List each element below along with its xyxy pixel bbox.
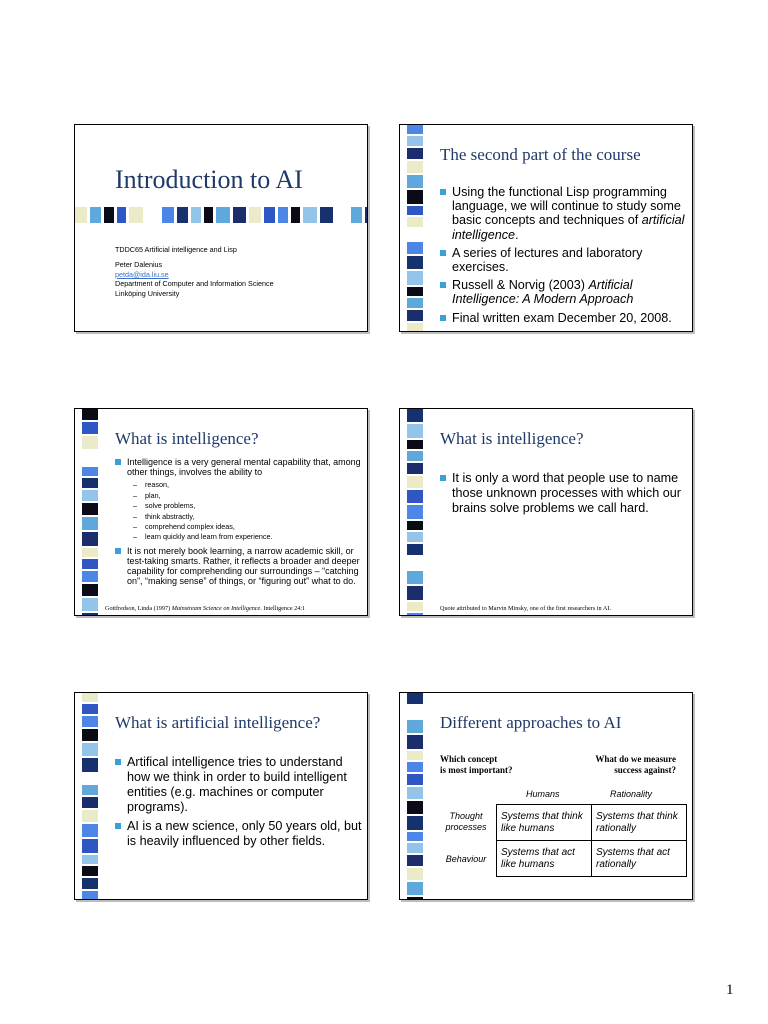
bullet-item: It is only a word that people use to name those unknown processes with which our brains solve problems we call hard. xyxy=(440,471,688,516)
grid-cell: Systems that act rationally xyxy=(592,841,687,877)
bullet-item: AI is a new science, only 50 years old, but is heavily influenced by other fields. xyxy=(115,819,363,849)
course-info xyxy=(115,245,274,298)
sub-list-item: – comprehend complex ideas, xyxy=(133,522,363,532)
decorative-stripe xyxy=(407,125,423,332)
sub-list xyxy=(133,480,363,542)
bullet-list xyxy=(440,471,688,520)
row-label-behaviour: Behaviour xyxy=(445,854,487,864)
sub-list-item: – reason, xyxy=(133,480,363,490)
slide-title: What is intelligence? xyxy=(440,429,584,448)
column-label-humans: Humans xyxy=(526,789,560,799)
decorative-stripe xyxy=(407,693,423,900)
slide-title: What is intelligence? xyxy=(115,429,259,448)
bullet-item: Using the functional Lisp programming language, we will continue to study some basic concepts and techniques of artificial intelligence. xyxy=(440,185,688,242)
slide-introduction xyxy=(74,124,368,332)
approaches-grid xyxy=(496,804,687,877)
slide-title: The second part of the course xyxy=(440,145,641,164)
page-number: 1 xyxy=(726,982,734,998)
question-measure: What do we measure success against? xyxy=(595,754,676,775)
bullet-item: Artifical intelligence tries to understand how we think in order to build intelligent entities (e.g. machines or computer programs). xyxy=(115,755,363,815)
footnote-citation: Quote attributed to Marvin Minsky, one of the first researchers in AI. xyxy=(440,605,611,612)
grid-cell: Systems that act like humans xyxy=(497,841,592,877)
slide-what-is-ai xyxy=(74,692,368,900)
slide-course-part xyxy=(399,124,693,332)
question-concept: Which concept is most important? xyxy=(440,754,513,775)
bullet-list xyxy=(115,755,363,853)
grid-cell: Systems that think rationally xyxy=(592,805,687,841)
decorative-stripe xyxy=(75,207,368,223)
department: Department of Computer and Information Science xyxy=(115,279,274,289)
bullet-item: Intelligence is a very general mental capability that, among other things, involves the ability to – reason, – plan, – solve problems, – think abstractly, – comprehend complex ideas, – learn quickly and learn from experience. xyxy=(115,457,363,543)
decorative-stripe xyxy=(407,409,423,616)
bullet-item: Final written exam December 20, 2008. xyxy=(440,311,688,325)
author-name: Peter Dalenius xyxy=(115,260,163,270)
slide-what-is-intelligence xyxy=(74,408,368,616)
bullet-item: A series of lectures and laboratory exercises. xyxy=(440,246,688,274)
row-label-thought-processes: Thought processes xyxy=(445,811,487,832)
slide-approaches-to-ai xyxy=(399,692,693,900)
university: Linköping University xyxy=(115,288,180,298)
decorative-stripe xyxy=(82,693,98,900)
sub-list-item: – plan, xyxy=(133,491,363,501)
course-name: TDDC65 Artificial intelligence and Lisp xyxy=(115,245,237,254)
bullet-list xyxy=(115,457,363,589)
slide-title: Introduction to AI xyxy=(115,165,303,194)
sub-list-item: – learn quickly and learn from experience. xyxy=(133,532,363,542)
sub-list-item: – solve problems, xyxy=(133,501,363,511)
slide-what-is-intelligence-quote xyxy=(399,408,693,616)
slide-title: What is artificial intelligence? xyxy=(115,713,321,732)
footnote-citation: Gottfredson, Linda (1997) Mainstream Science on Intelligence. Intelligence 24:1 xyxy=(105,605,306,612)
slide-title: Different approaches to AI xyxy=(440,713,622,732)
bullet-item: It is not merely book learning, a narrow academic skill, or test-taking smarts. Rather, it reflects a broader and deeper capability for comprehending our surroundings – “catching on”, “making sense” of things, or “figuring out” what to do. xyxy=(115,546,363,587)
sub-list-item: – think abstractly, xyxy=(133,512,363,522)
author-email-link[interactable]: petda@ida.liu.se xyxy=(115,269,169,279)
bullet-item: Russell & Norvig (2003) Artificial Intelligence: A Modern Approach xyxy=(440,278,688,306)
grid-cell: Systems that think like humans xyxy=(497,805,592,841)
column-label-rationality: Rationality xyxy=(610,789,653,799)
bullet-list xyxy=(440,185,688,329)
decorative-stripe xyxy=(82,409,98,616)
